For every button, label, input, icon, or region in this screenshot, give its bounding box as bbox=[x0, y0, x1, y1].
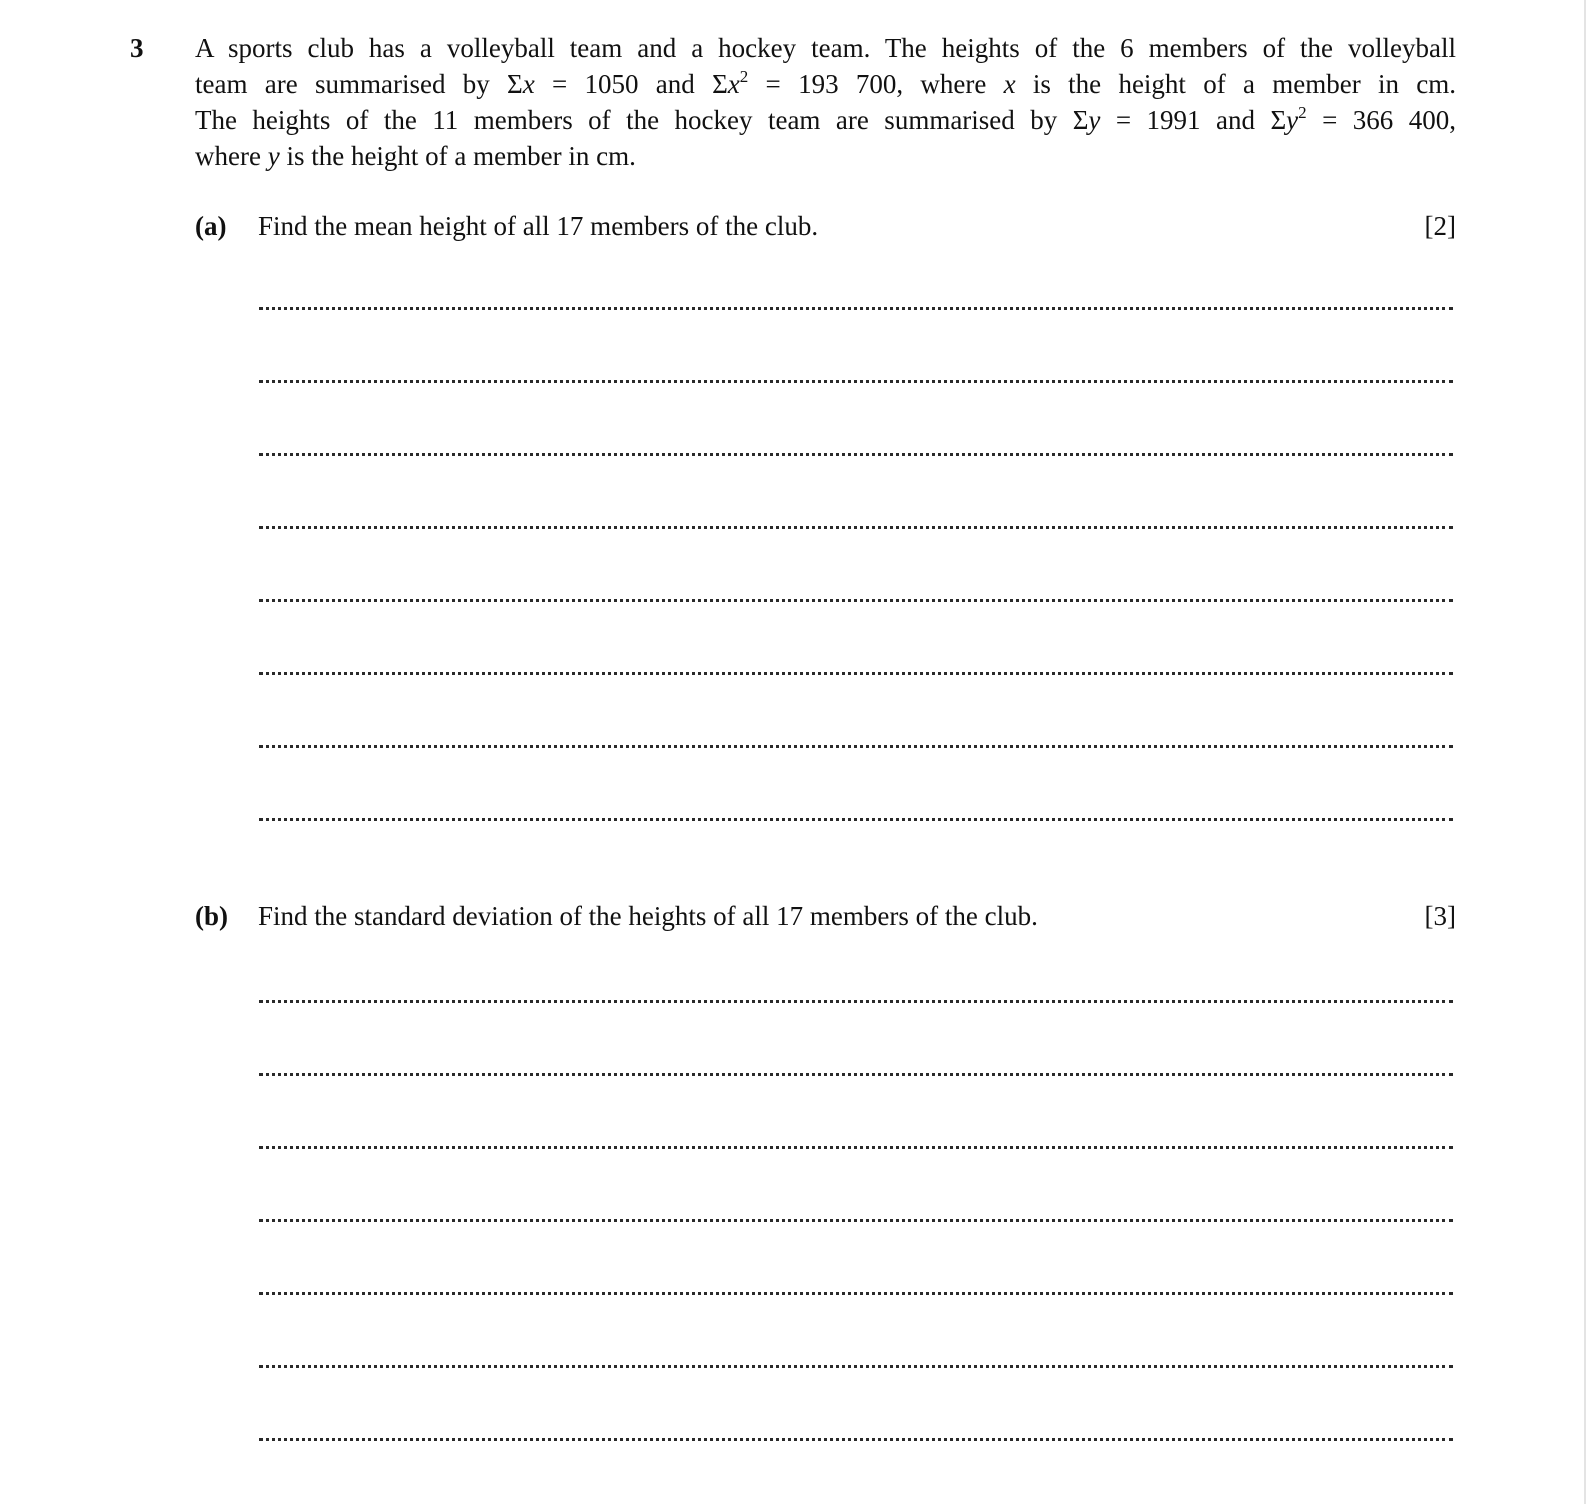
stem-text: is the height of a member in cm. bbox=[279, 141, 636, 171]
answer-line[interactable] bbox=[259, 672, 1453, 745]
stem-line-1: A sports club has a volleyball team and a hockey team. The heights of the 6 members of the volleyball bbox=[195, 33, 1456, 63]
part-a bbox=[195, 208, 1456, 244]
page-edge-rule bbox=[1584, 0, 1586, 1504]
stem-text: where bbox=[195, 141, 268, 171]
stem-text: = 193 700, where bbox=[748, 69, 1004, 99]
stem-line-3 bbox=[195, 102, 1456, 138]
exponent: 2 bbox=[739, 67, 749, 86]
stem-text: = 1991 and Σ bbox=[1100, 105, 1287, 135]
part-a-label: (a) bbox=[195, 211, 227, 241]
answer-line[interactable] bbox=[259, 453, 1453, 526]
question-stem bbox=[195, 30, 1456, 174]
stem-text: = 1050 and Σ bbox=[534, 69, 728, 99]
answer-line[interactable] bbox=[259, 1438, 1453, 1511]
stem-text: team are summarised by Σ bbox=[195, 69, 523, 99]
part-b bbox=[195, 898, 1456, 934]
variable-y: y bbox=[1286, 105, 1299, 135]
part-b-question: Find the standard deviation of the heights of all 17 members of the club. bbox=[258, 901, 1038, 931]
part-a-answer-area[interactable] bbox=[259, 307, 1453, 891]
answer-line[interactable] bbox=[259, 380, 1453, 453]
part-a-marks: [2] bbox=[1424, 211, 1456, 241]
stem-text: = 366 400, bbox=[1306, 105, 1457, 135]
stem-text: The heights of the 11 members of the hockey team are summarised by Σ bbox=[195, 105, 1089, 135]
stem-text: is the height of a member in cm. bbox=[1015, 69, 1457, 99]
answer-line[interactable] bbox=[259, 1292, 1453, 1365]
answer-line[interactable] bbox=[259, 818, 1453, 891]
part-a-question: Find the mean height of all 17 members of the club. bbox=[258, 211, 819, 241]
answer-line[interactable] bbox=[259, 307, 1453, 380]
part-b-marks: [3] bbox=[1424, 901, 1456, 931]
answer-line[interactable] bbox=[259, 1073, 1453, 1146]
answer-line[interactable] bbox=[259, 526, 1453, 599]
part-b-answer-area[interactable] bbox=[259, 1000, 1453, 1511]
stem-line-4 bbox=[195, 138, 1456, 174]
variable-y: y bbox=[1088, 105, 1101, 135]
variable-x: x bbox=[1003, 69, 1016, 99]
answer-line[interactable] bbox=[259, 1000, 1453, 1073]
question-number: 3 bbox=[130, 33, 144, 63]
stem-line-2 bbox=[195, 66, 1456, 102]
variable-x: x bbox=[727, 69, 740, 99]
variable-x: x bbox=[522, 69, 535, 99]
answer-line[interactable] bbox=[259, 1219, 1453, 1292]
answer-line[interactable] bbox=[259, 1365, 1453, 1438]
answer-line[interactable] bbox=[259, 745, 1453, 818]
answer-line[interactable] bbox=[259, 599, 1453, 672]
part-b-label: (b) bbox=[195, 901, 228, 931]
answer-line[interactable] bbox=[259, 1146, 1453, 1219]
variable-y: y bbox=[267, 141, 280, 171]
exponent: 2 bbox=[1298, 103, 1307, 122]
